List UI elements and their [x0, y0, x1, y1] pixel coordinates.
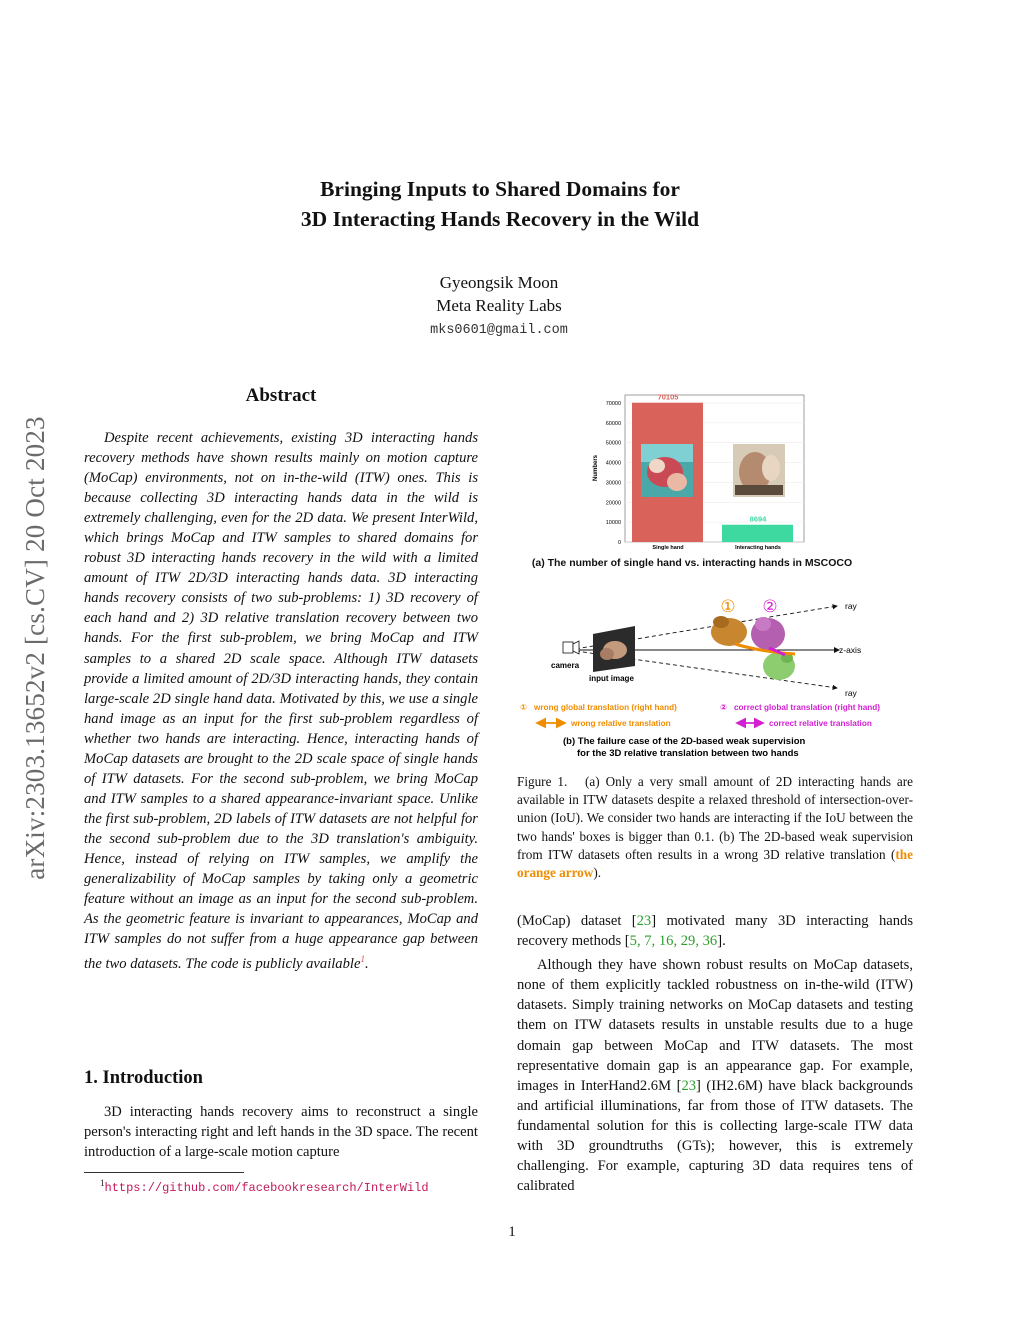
ray-label-bottom: ray [845, 688, 857, 698]
y-tick-50000: 50000 [605, 440, 621, 447]
abstract-body [84, 428, 478, 974]
single-hand-photo [641, 444, 693, 497]
right-p1-text-c: ]. [717, 933, 726, 950]
right-column-body [517, 911, 913, 1200]
y-tick-40000: 40000 [605, 460, 621, 467]
abstract-text: Despite recent achievements, existing 3D interacting hands recovery methods have shown results mainly on motion capture (MoCap) environments, not on in-the-wild (ITW) ones. This is because collecting 3D interacting hands data in the wild is extremely challenging, even for the 2D data. We present InterWild, which brings MoCap and ITW samples to shared domains for robust 3D interacting hands recovery in the wild with a limited amount of ITW 2D/3D interacting hands data. 3D interacting hands recovery consists of two sub-problems: 1) 3D recovery of each hand and 2) 3D relative translation recovery between two hands. For the first sub-problem, we bring MoCap and ITW samples to a shared 2D scale space. Although ITW datasets provide a limited amount of 2D/3D interacting hands, they contain large-scale 2D single hand data. Motivated by this, we use a single hand image as an input for the first sub-problem regardless of whether two hands are interacting. Hence, interacting hands of MoCap datasets are brought to the 2D scale space of single hands of ITW datasets. For the second sub-problem, we bring MoCap and ITW samples to a shared appearance-invariant space. Unlike the first sub-problem, 2D labels of ITW datasets are not helpful for the second sub-problem due to the 3D translation's ambiguity. Hence, instead of relying on ITW samples, we amplify the generalizability of MoCap samples by taking only a geometric feature without an image as an input for the second sub-problem. As the geometric feature is invariant to appearances, MoCap and ITW samples do not suffer from a huge appearance gap between the two datasets. The code is publicly available [84, 430, 478, 973]
subcaption-b-line1: (b) The failure case of the 2D-based weak supervision [563, 736, 806, 747]
author-affiliation: Meta Reality Labs [436, 296, 562, 315]
citation-23-b[interactable]: 23 [681, 1077, 697, 1094]
legend-wrong-relative: wrong relative translation [571, 719, 671, 728]
y-tick-20000: 20000 [605, 500, 621, 507]
intro-text: 3D interacting hands recovery aims to reconstruct a single person's interacting right and left hands in the 3D space. The recent introduction of a large-scale motion capture [84, 1104, 478, 1160]
right-p2-text-b: ] (IH2.6M) have black backgrounds and artificial illuminations, far from those of ITW datasets. The fundamental solution for this is collecting large-scale ITW data with 3D groundtruths (GTs); however, this is extremely challenging. For example, capturing 3D data requires tens of calibrated [517, 1077, 913, 1195]
legend-wrong-global: wrong global translation (right hand) [534, 703, 677, 712]
x-tick-single-hand: Single hand [652, 545, 684, 551]
z-axis-label: z-axis [839, 645, 862, 655]
caption-highlight: the orange arrow [517, 846, 913, 881]
subcaption-a: (a) The number of single hand vs. interacting hands in MSCOCO [531, 557, 853, 569]
marker-2: ② [762, 597, 778, 616]
interacting-hands-photo [733, 444, 785, 497]
ray-label-top: ray [845, 601, 857, 611]
author-email[interactable]: mks0601@gmail.com [430, 323, 568, 338]
bar-value-label-interacting: 8694 [749, 514, 767, 524]
figure-caption [517, 773, 913, 882]
left-hand-green [763, 652, 795, 680]
abstract-heading: Abstract [245, 385, 317, 406]
abstract-footnote-mark[interactable]: 1 [360, 954, 365, 965]
right-p1-text-b: ] motivated many 3D interacting hands recovery methods [ [517, 913, 913, 950]
footnote-mark: 1 [100, 1178, 105, 1188]
bar-value-label-single: 70105 [657, 392, 679, 402]
footnote-rule [84, 1172, 244, 1173]
author-name: Gyeongsik Moon [439, 273, 559, 292]
camera-icon [563, 641, 579, 654]
y-tick-60000: 60000 [605, 420, 621, 427]
legend-correct-global-marker: ② [720, 703, 727, 712]
caption-prefix: Figure 1. [517, 774, 568, 789]
arxiv-stamp: arXiv:2303.13652v2 [cs.CV] 20 Oct 2023 [20, 416, 50, 880]
camera-label: camera [551, 661, 580, 670]
paper-title-line1: Bringing Inputs to Shared Domains for [320, 177, 680, 201]
y-tick-10000: 10000 [605, 520, 621, 527]
caption-end: ). [593, 865, 602, 881]
legend-correct-global: correct global translation (right hand) [734, 703, 881, 712]
citation-23[interactable]: 23 [636, 913, 652, 929]
y-tick-0: 0 [617, 540, 621, 546]
hand-2-correct [751, 617, 785, 650]
footnote-url[interactable]: https://github.com/facebookresearch/InterWild [104, 1181, 429, 1195]
input-image-thumbnail [593, 626, 635, 672]
hand-1-wrong [711, 616, 747, 646]
bar-interacting-hands [722, 525, 793, 542]
y-tick-30000: 30000 [605, 480, 621, 487]
intro-heading: 1. Introduction [84, 1068, 203, 1088]
legend-wrong-global-marker: ① [520, 703, 527, 712]
paper-title-line2: 3D Interacting Hands Recovery in the Wild [300, 207, 700, 231]
marker-1: ① [720, 597, 736, 616]
right-p2-text-a: Although they have shown robust results on MoCap datasets, none of them explicitly tackled robustness on in-the-wild (ITW) datasets. Simply training networks on MoCap datasets and testing them on ITW datasets results in unstable results due to a huge domain gap between MoCap and ITW datasets. The most representative domain gap is an appearance gap. For example, images in InterHand2.6M [ [517, 957, 913, 1094]
right-p1-text-a: (MoCap) dataset [ [517, 913, 637, 929]
translation-diagram [517, 592, 917, 764]
x-tick-interacting-hands: Interacting hands [735, 545, 781, 551]
subcaption-b-line2: for the 3D relative translation between two hands [577, 748, 799, 759]
footnote [100, 1178, 429, 1195]
page-number: 1 [508, 1224, 516, 1240]
y-axis-label: Numbers [593, 454, 599, 482]
intro-body [84, 1102, 478, 1162]
y-tick-labels [606, 401, 621, 546]
bar-chart [585, 388, 815, 556]
abstract-end: . [364, 956, 369, 973]
input-image-label: input image [589, 674, 634, 683]
caption-body: (a) Only a very small amount of 2D interacting hands are available in ITW datasets despite a relaxed threshold of intersection-over-union (IoU). We consider two hands are interacting if the IoU between the two hands' boxes is bigger than 0.1. (b) The 2D-based weak supervision from ITW datasets often results in a wrong 3D relative translation ( [517, 774, 914, 862]
citation-group[interactable]: 5, 7, 16, 29, 36 [629, 933, 718, 950]
y-tick-70000: 70000 [605, 400, 621, 407]
legend-correct-relative: correct relative translation [769, 719, 872, 728]
